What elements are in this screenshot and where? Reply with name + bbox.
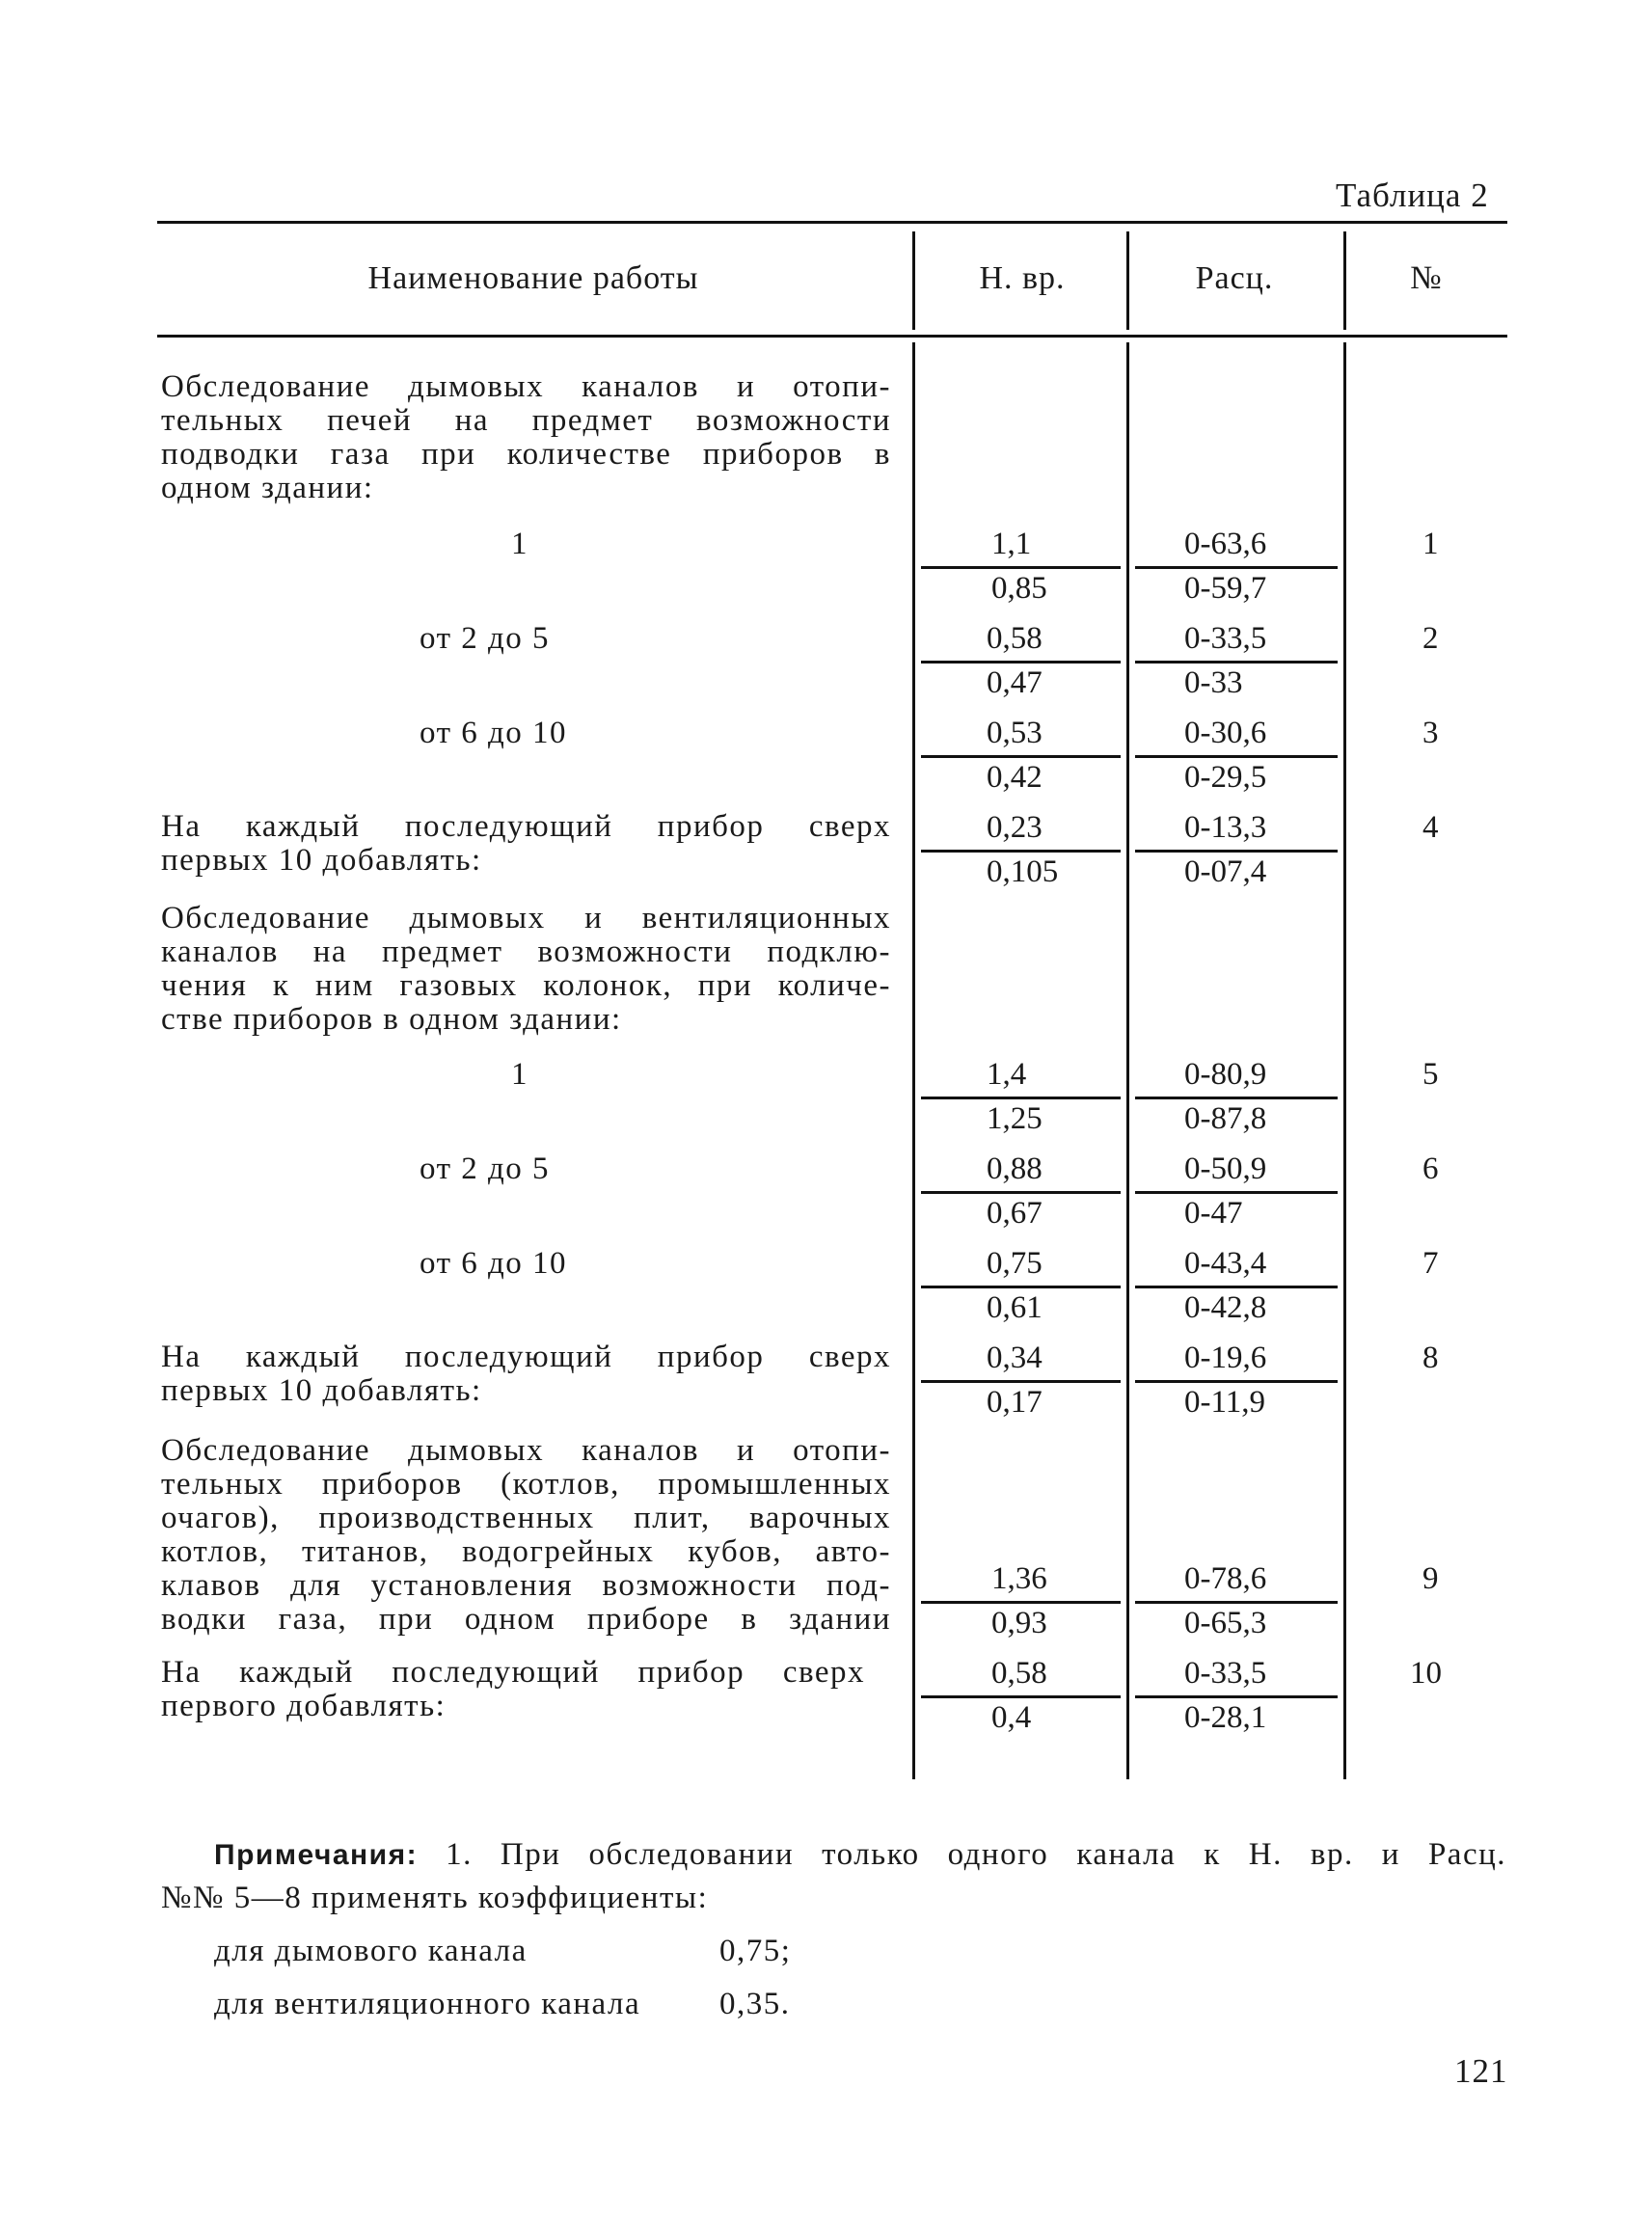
rate-top: 0-33,5 [1184,1656,1267,1691]
rate-top: 0-19,6 [1184,1341,1267,1375]
rate-top: 0-80,9 [1184,1057,1267,1092]
header-no: № [1410,260,1443,296]
note-item-value: 0,75; [719,1934,792,1968]
section-3-title-line: котлов, титанов, водогрейных кубов, авто- [161,1534,891,1569]
row-label-line: На каждый последующий прибор сверх [161,809,891,844]
notes-line-2: №№ 5—8 применять коэффициенты: [161,1881,709,1915]
table-caption: Таблица 2 [1336,176,1489,214]
row-label-line: первых 10 добавлять: [161,843,482,878]
section-1-title-line: тельных печей на предмет возможности [161,403,891,438]
row-label: от 2 до 5 [420,1151,551,1186]
rate-top: 0-63,6 [1184,527,1267,561]
norm-top: 0,53 [987,716,1043,750]
rate-bottom: 0-59,7 [1184,571,1267,606]
rate-top: 0-33,5 [1184,621,1267,656]
norm-bottom: 0,42 [987,760,1043,795]
row-label-line: первого добавлять: [161,1689,447,1723]
fraction-bar [921,850,1121,853]
norm-bottom: 0,85 [991,571,1047,606]
row-label-line: На каждый последующий прибор сверх [161,1340,891,1374]
header-name: Наименование работы [367,260,699,296]
rate-bottom: 0-28,1 [1184,1700,1267,1735]
section-3-title-line: тельных приборов (котлов, промышленных [161,1467,891,1502]
section-3-title-line: клавов для установления возможности под- [161,1568,891,1603]
row-label-multiline [161,810,891,878]
norm-top: 1,1 [991,527,1032,561]
norm-bottom: 0,105 [987,854,1059,889]
row-label: от 6 до 10 [420,1246,568,1281]
section-3-title-line: водки газа, при одном приборе в здании [161,1602,891,1637]
norm-top: 0,34 [987,1341,1043,1375]
row-number: 10 [1410,1656,1442,1691]
row-label-line: первых 10 добавлять: [161,1373,482,1408]
note-item-label: для дымового канала [214,1934,528,1968]
fraction-bar [921,1286,1121,1288]
rate-top: 0-43,4 [1184,1246,1267,1281]
fraction-bar [1135,755,1338,758]
rate-bottom: 0-65,3 [1184,1606,1267,1640]
row-number: 9 [1422,1561,1439,1596]
fraction-bar [921,661,1121,664]
rate-bottom: 0-42,8 [1184,1290,1267,1325]
rate-bottom: 0-33 [1184,665,1243,700]
row-label-line: На каждый последующий прибор сверх [161,1655,865,1690]
fraction-bar [921,1380,1121,1383]
row-number: 5 [1422,1057,1439,1092]
fraction-bar [1135,1097,1338,1099]
fraction-bar [921,755,1121,758]
header-rate: Расц. [1195,260,1274,296]
section-1-title-line: одном здании: [161,471,374,505]
row-label: от 2 до 5 [420,621,551,656]
section-2-title-line: каналов на предмет возможности подклю- [161,934,891,969]
rate-top: 0-50,9 [1184,1151,1267,1186]
header-bottom-rule [157,335,1507,338]
fraction-bar [1135,1695,1338,1698]
rate-bottom: 0-87,8 [1184,1101,1267,1136]
fraction-bar [921,1097,1121,1099]
section-3-title-line: Обследование дымовых каналов и отопи- [161,1433,891,1468]
fraction-bar [1135,661,1338,664]
norm-bottom: 0,67 [987,1196,1043,1231]
page-number: 121 [1454,2052,1508,2090]
fraction-bar [1135,566,1338,569]
section-2-title-line: Обследование дымовых и вентиляционных [161,901,891,935]
rate-top: 0-13,3 [1184,810,1267,845]
row-label: от 6 до 10 [420,716,568,750]
row-number: 2 [1422,621,1439,656]
section-1-title-line: Обследование дымовых каналов и отопи- [161,369,891,404]
fraction-bar [1135,1601,1338,1604]
col-divider-1-header [912,231,915,330]
rate-bottom: 0-11,9 [1184,1385,1266,1420]
note-item-value: 0,35. [719,1987,791,2021]
norm-bottom: 0,17 [987,1385,1043,1420]
col-divider-3-header [1343,231,1346,330]
norm-top: 0,23 [987,810,1043,845]
section-3-title-line: очагов), производственных плит, варочных [161,1501,891,1535]
section-3-title [161,1434,891,1637]
notes-line-1 [214,1837,1506,1873]
section-1-title-line: подводки газа при количестве приборов в [161,437,891,472]
norm-top: 0,58 [987,621,1043,656]
norm-bottom: 0,47 [987,665,1043,700]
norm-bottom: 0,93 [991,1606,1047,1640]
rate-bottom: 0-47 [1184,1196,1243,1231]
col-divider-1 [912,342,915,1779]
row-number: 7 [1422,1246,1439,1281]
col-divider-3 [1343,342,1346,1779]
norm-top: 0,88 [987,1151,1043,1186]
row-number: 8 [1422,1341,1439,1375]
notes-text: 1. При обследовании только одного канала к Н. вр. и Расц. [446,1837,1506,1872]
fraction-bar [1135,1286,1338,1288]
fraction-bar [921,566,1121,569]
row-number: 6 [1422,1151,1439,1186]
fraction-bar [921,1601,1121,1604]
notes-label: Примечания: [214,1839,419,1871]
note-item-label: для вентиляционного канала [214,1987,641,2021]
row-label-multiline [161,1656,865,1723]
norm-bottom: 0,61 [987,1290,1043,1325]
fraction-bar [1135,1380,1338,1383]
col-divider-2-header [1126,231,1129,330]
section-2-title-line: стве приборов в одном здании: [161,1002,622,1037]
section-2-title-line: чения к ним газовых колонок, при количе- [161,968,891,1003]
norm-bottom: 0,4 [991,1700,1032,1735]
fraction-bar [1135,1191,1338,1194]
section-2-title [161,902,891,1037]
norm-top: 0,75 [987,1246,1043,1281]
col-divider-2 [1126,342,1129,1779]
row-number: 3 [1422,716,1439,750]
fraction-bar [1135,850,1338,853]
row-number: 1 [1422,527,1439,561]
row-number: 4 [1422,810,1439,845]
norm-bottom: 1,25 [987,1101,1043,1136]
fraction-bar [921,1191,1121,1194]
section-1-title [161,370,891,505]
row-label: 1 [511,1057,528,1092]
rate-bottom: 0-07,4 [1184,854,1267,889]
table-top-rule [157,221,1507,224]
rate-top: 0-78,6 [1184,1561,1267,1596]
norm-top: 0,58 [991,1656,1047,1691]
rate-bottom: 0-29,5 [1184,760,1267,795]
header-norm: Н. вр. [979,260,1066,296]
rate-top: 0-30,6 [1184,716,1267,750]
row-label-multiline [161,1341,891,1408]
row-label: 1 [511,527,528,561]
fraction-bar [921,1695,1121,1698]
norm-top: 1,4 [987,1057,1027,1092]
norm-top: 1,36 [991,1561,1047,1596]
